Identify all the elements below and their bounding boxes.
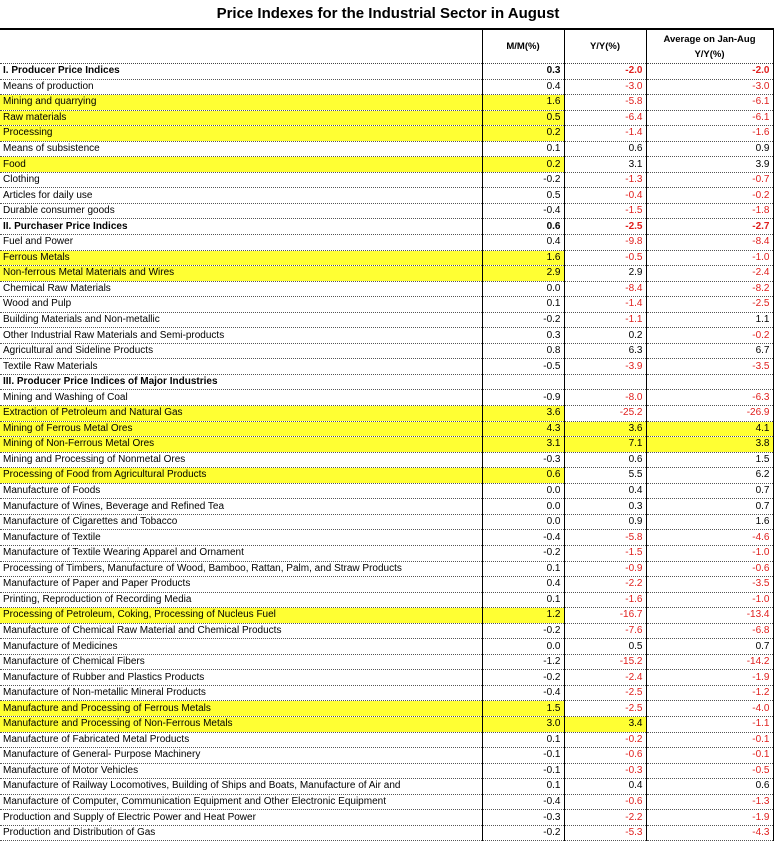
cell-mm: 0.1 bbox=[482, 297, 564, 313]
cell-mm: 0.1 bbox=[482, 561, 564, 577]
row-label: Processing of Food from Agricultural Products bbox=[0, 468, 482, 484]
cell-average: -26.9 bbox=[646, 406, 773, 422]
cell-yy: -2.2 bbox=[564, 810, 646, 826]
cell-average: -14.2 bbox=[646, 654, 773, 670]
cell-mm: 0.1 bbox=[482, 141, 564, 157]
cell-mm: 3.6 bbox=[482, 406, 564, 422]
row-label: Fuel and Power bbox=[0, 235, 482, 251]
row-label: Other Industrial Raw Materials and Semi-products bbox=[0, 328, 482, 344]
cell-yy: 0.3 bbox=[564, 499, 646, 515]
cell-mm bbox=[482, 374, 564, 390]
row-label: Manufacture of General- Purpose Machinery bbox=[0, 748, 482, 764]
table-row bbox=[0, 608, 773, 624]
cell-mm: 0.1 bbox=[482, 732, 564, 748]
cell-yy: -3.0 bbox=[564, 79, 646, 95]
row-label: Manufacture and Processing of Non-Ferrous Metals bbox=[0, 716, 482, 732]
cell-average: -2.7 bbox=[646, 219, 773, 235]
row-label: Manufacture of Computer, Communication Equipment and Other Electronic Equipment bbox=[0, 794, 482, 810]
table-row bbox=[0, 748, 773, 764]
table-row bbox=[0, 794, 773, 810]
cell-yy: -5.3 bbox=[564, 825, 646, 841]
table-row bbox=[0, 126, 773, 142]
cell-mm: 0.0 bbox=[482, 483, 564, 499]
row-label: Means of subsistence bbox=[0, 141, 482, 157]
cell-yy: -2.5 bbox=[564, 701, 646, 717]
cell-average: 6.7 bbox=[646, 343, 773, 359]
cell-mm: -0.5 bbox=[482, 359, 564, 375]
table-row bbox=[0, 763, 773, 779]
cell-mm: 0.8 bbox=[482, 343, 564, 359]
row-label: Food bbox=[0, 157, 482, 173]
table-row bbox=[0, 701, 773, 717]
cell-mm: -0.4 bbox=[482, 794, 564, 810]
cell-average: -6.1 bbox=[646, 110, 773, 126]
cell-yy: 0.9 bbox=[564, 514, 646, 530]
cell-mm: -0.3 bbox=[482, 810, 564, 826]
table-row bbox=[0, 374, 773, 390]
cell-average: 4.1 bbox=[646, 421, 773, 437]
row-label: Manufacture of Cigarettes and Tobacco bbox=[0, 514, 482, 530]
row-label: Raw materials bbox=[0, 110, 482, 126]
cell-mm: 0.3 bbox=[482, 328, 564, 344]
cell-yy: -2.0 bbox=[564, 64, 646, 80]
cell-average: -6.3 bbox=[646, 390, 773, 406]
cell-yy: -2.5 bbox=[564, 685, 646, 701]
table-row bbox=[0, 514, 773, 530]
cell-yy: -0.5 bbox=[564, 250, 646, 266]
cell-average: -3.5 bbox=[646, 577, 773, 593]
header-label-cell bbox=[0, 29, 482, 64]
cell-average: -0.6 bbox=[646, 561, 773, 577]
table-body bbox=[0, 64, 773, 841]
cell-mm: 3.0 bbox=[482, 716, 564, 732]
header-mm: M/M(%) bbox=[482, 29, 564, 64]
row-label: Mining and Washing of Coal bbox=[0, 390, 482, 406]
cell-average: -3.5 bbox=[646, 359, 773, 375]
cell-average: -0.5 bbox=[646, 763, 773, 779]
sheet-title: Price Indexes for the Industrial Sector in August bbox=[216, 5, 560, 22]
row-label: Mining of Ferrous Metal Ores bbox=[0, 421, 482, 437]
row-label: Agricultural and Sideline Products bbox=[0, 343, 482, 359]
table-row bbox=[0, 157, 773, 173]
row-label: Manufacture of Textile bbox=[0, 530, 482, 546]
cell-yy: -8.4 bbox=[564, 281, 646, 297]
header-average-line1: Average on Jan-Aug bbox=[663, 33, 756, 45]
cell-average: 0.7 bbox=[646, 639, 773, 655]
row-label: Manufacture of Rubber and Plastics Products bbox=[0, 670, 482, 686]
row-label: Processing bbox=[0, 126, 482, 142]
cell-average: -0.2 bbox=[646, 188, 773, 204]
cell-mm: 0.0 bbox=[482, 639, 564, 655]
cell-yy: 0.2 bbox=[564, 328, 646, 344]
row-label: Manufacture of Paper and Paper Products bbox=[0, 577, 482, 593]
row-label: Manufacture of Chemical Fibers bbox=[0, 654, 482, 670]
cell-mm: -0.2 bbox=[482, 545, 564, 561]
cell-mm: -0.2 bbox=[482, 623, 564, 639]
table-row bbox=[0, 141, 773, 157]
cell-yy bbox=[564, 374, 646, 390]
cell-yy: -0.3 bbox=[564, 763, 646, 779]
cell-mm: 1.5 bbox=[482, 701, 564, 717]
cell-mm: 0.4 bbox=[482, 235, 564, 251]
row-label: Manufacture of Textile Wearing Apparel and Ornament bbox=[0, 545, 482, 561]
cell-mm: -0.3 bbox=[482, 452, 564, 468]
cell-average: -6.1 bbox=[646, 95, 773, 111]
cell-yy: 6.3 bbox=[564, 343, 646, 359]
cell-yy: -5.8 bbox=[564, 530, 646, 546]
header-average-line2: Y/Y(%) bbox=[694, 48, 725, 60]
table-row bbox=[0, 577, 773, 593]
table-row bbox=[0, 779, 773, 795]
row-label: Manufacture of Foods bbox=[0, 483, 482, 499]
cell-mm: 0.5 bbox=[482, 188, 564, 204]
table-row bbox=[0, 64, 773, 80]
table-row bbox=[0, 810, 773, 826]
cell-average: 0.6 bbox=[646, 779, 773, 795]
header-yy: Y/Y(%) bbox=[564, 29, 646, 64]
cell-yy: -2.4 bbox=[564, 670, 646, 686]
cell-mm: 1.6 bbox=[482, 95, 564, 111]
table-row bbox=[0, 530, 773, 546]
cell-yy: 0.6 bbox=[564, 141, 646, 157]
cell-average: 6.2 bbox=[646, 468, 773, 484]
row-label: Manufacture of Fabricated Metal Products bbox=[0, 732, 482, 748]
cell-average: -1.1 bbox=[646, 716, 773, 732]
row-label: Mining of Non-Ferrous Metal Ores bbox=[0, 437, 482, 453]
cell-average: -1.3 bbox=[646, 794, 773, 810]
cell-average: -0.2 bbox=[646, 328, 773, 344]
cell-average: -4.0 bbox=[646, 701, 773, 717]
cell-yy: -1.6 bbox=[564, 592, 646, 608]
cell-mm: 0.0 bbox=[482, 514, 564, 530]
row-label: Clothing bbox=[0, 172, 482, 188]
table-row bbox=[0, 281, 773, 297]
cell-average: -0.7 bbox=[646, 172, 773, 188]
table-header-row bbox=[0, 29, 773, 64]
cell-average: -1.9 bbox=[646, 810, 773, 826]
cell-yy: -9.8 bbox=[564, 235, 646, 251]
cell-yy: -0.2 bbox=[564, 732, 646, 748]
cell-mm: 0.5 bbox=[482, 110, 564, 126]
cell-yy: 5.5 bbox=[564, 468, 646, 484]
cell-average: -4.6 bbox=[646, 530, 773, 546]
table-row bbox=[0, 312, 773, 328]
table-row bbox=[0, 328, 773, 344]
cell-mm: -0.2 bbox=[482, 172, 564, 188]
table-row bbox=[0, 654, 773, 670]
row-label: Wood and Pulp bbox=[0, 297, 482, 313]
table-row bbox=[0, 639, 773, 655]
cell-mm: 1.6 bbox=[482, 250, 564, 266]
table-row bbox=[0, 203, 773, 219]
cell-average: -1.0 bbox=[646, 592, 773, 608]
table-row bbox=[0, 343, 773, 359]
cell-mm: 0.0 bbox=[482, 281, 564, 297]
cell-mm: -0.4 bbox=[482, 530, 564, 546]
cell-average: -8.2 bbox=[646, 281, 773, 297]
cell-mm: 0.6 bbox=[482, 468, 564, 484]
cell-mm: 0.4 bbox=[482, 79, 564, 95]
row-label: Mining and quarrying bbox=[0, 95, 482, 111]
cell-average: -13.4 bbox=[646, 608, 773, 624]
table-row bbox=[0, 95, 773, 111]
table-row bbox=[0, 188, 773, 204]
row-label: III. Producer Price Indices of Major Industries bbox=[0, 374, 482, 390]
cell-yy: -0.6 bbox=[564, 748, 646, 764]
cell-yy: 3.1 bbox=[564, 157, 646, 173]
cell-mm: -0.9 bbox=[482, 390, 564, 406]
row-label: Manufacture of Non-metallic Mineral Products bbox=[0, 685, 482, 701]
cell-yy: 3.6 bbox=[564, 421, 646, 437]
cell-yy: -7.6 bbox=[564, 623, 646, 639]
table-row bbox=[0, 452, 773, 468]
cell-yy: 0.6 bbox=[564, 452, 646, 468]
table-row bbox=[0, 732, 773, 748]
cell-yy: -1.4 bbox=[564, 297, 646, 313]
row-label: Chemical Raw Materials bbox=[0, 281, 482, 297]
cell-average: 1.5 bbox=[646, 452, 773, 468]
cell-average: -6.8 bbox=[646, 623, 773, 639]
cell-yy: -2.5 bbox=[564, 219, 646, 235]
cell-yy: -0.4 bbox=[564, 188, 646, 204]
cell-yy: -16.7 bbox=[564, 608, 646, 624]
cell-yy: -1.1 bbox=[564, 312, 646, 328]
cell-average: -2.5 bbox=[646, 297, 773, 313]
table-row bbox=[0, 79, 773, 95]
cell-average: 1.6 bbox=[646, 514, 773, 530]
cell-yy: -0.6 bbox=[564, 794, 646, 810]
cell-mm: 4.3 bbox=[482, 421, 564, 437]
cell-average: -0.1 bbox=[646, 748, 773, 764]
cell-yy: 7.1 bbox=[564, 437, 646, 453]
cell-yy: -3.9 bbox=[564, 359, 646, 375]
cell-yy: -1.3 bbox=[564, 172, 646, 188]
cell-mm: 0.4 bbox=[482, 577, 564, 593]
cell-average: -3.0 bbox=[646, 79, 773, 95]
cell-average: -1.0 bbox=[646, 250, 773, 266]
row-label: Production and Distribution of Gas bbox=[0, 825, 482, 841]
cell-average: -1.2 bbox=[646, 685, 773, 701]
table-row bbox=[0, 390, 773, 406]
cell-mm: -1.2 bbox=[482, 654, 564, 670]
table-row bbox=[0, 266, 773, 282]
table-row bbox=[0, 359, 773, 375]
row-label: Processing of Timbers, Manufacture of Wood, Bamboo, Rattan, Palm, and Straw Products bbox=[0, 561, 482, 577]
row-label: II. Purchaser Price Indices bbox=[0, 219, 482, 235]
cell-average: -1.9 bbox=[646, 670, 773, 686]
table-row bbox=[0, 545, 773, 561]
cell-mm: 0.2 bbox=[482, 126, 564, 142]
cell-average: -1.0 bbox=[646, 545, 773, 561]
row-label: Non-ferrous Metal Materials and Wires bbox=[0, 266, 482, 282]
table-row bbox=[0, 483, 773, 499]
table-row bbox=[0, 685, 773, 701]
cell-mm: 0.0 bbox=[482, 499, 564, 515]
cell-yy: 3.4 bbox=[564, 716, 646, 732]
row-label: Manufacture of Chemical Raw Material and Chemical Products bbox=[0, 623, 482, 639]
price-index-table bbox=[0, 28, 774, 841]
cell-average: 0.7 bbox=[646, 483, 773, 499]
table-row bbox=[0, 825, 773, 841]
row-label: Building Materials and Non-metallic bbox=[0, 312, 482, 328]
cell-yy: -5.8 bbox=[564, 95, 646, 111]
row-label: Means of production bbox=[0, 79, 482, 95]
table-row bbox=[0, 297, 773, 313]
cell-average: -1.8 bbox=[646, 203, 773, 219]
cell-average: -4.3 bbox=[646, 825, 773, 841]
row-label: Manufacture of Railway Locomotives, Building of Ships and Boats, Manufacture of Air and bbox=[0, 779, 482, 795]
cell-yy: 0.4 bbox=[564, 779, 646, 795]
cell-mm: 0.3 bbox=[482, 64, 564, 80]
cell-average: 3.9 bbox=[646, 157, 773, 173]
cell-yy: -15.2 bbox=[564, 654, 646, 670]
table-row bbox=[0, 623, 773, 639]
cell-mm: -0.2 bbox=[482, 312, 564, 328]
row-label: Extraction of Petroleum and Natural Gas bbox=[0, 406, 482, 422]
row-label: Production and Supply of Electric Power and Heat Power bbox=[0, 810, 482, 826]
table-row bbox=[0, 421, 773, 437]
cell-mm: 1.2 bbox=[482, 608, 564, 624]
cell-mm: 2.9 bbox=[482, 266, 564, 282]
cell-mm: 0.2 bbox=[482, 157, 564, 173]
cell-yy: -1.5 bbox=[564, 203, 646, 219]
table-row bbox=[0, 716, 773, 732]
cell-average: -0.1 bbox=[646, 732, 773, 748]
cell-yy: -1.5 bbox=[564, 545, 646, 561]
table-row bbox=[0, 592, 773, 608]
table-row bbox=[0, 561, 773, 577]
row-label: Processing of Petroleum, Coking, Processing of Nucleus Fuel bbox=[0, 608, 482, 624]
header-average bbox=[646, 29, 773, 64]
cell-average: 1.1 bbox=[646, 312, 773, 328]
cell-average: -1.6 bbox=[646, 126, 773, 142]
cell-yy: 0.5 bbox=[564, 639, 646, 655]
row-label: Manufacture and Processing of Ferrous Metals bbox=[0, 701, 482, 717]
table-row bbox=[0, 437, 773, 453]
cell-mm: -0.2 bbox=[482, 825, 564, 841]
cell-mm: -0.2 bbox=[482, 670, 564, 686]
cell-yy: 0.4 bbox=[564, 483, 646, 499]
cell-average: 0.9 bbox=[646, 141, 773, 157]
row-label: Manufacture of Motor Vehicles bbox=[0, 763, 482, 779]
table-row bbox=[0, 172, 773, 188]
table-row bbox=[0, 468, 773, 484]
cell-mm: -0.1 bbox=[482, 763, 564, 779]
cell-mm: 3.1 bbox=[482, 437, 564, 453]
cell-mm: 0.1 bbox=[482, 592, 564, 608]
table-row bbox=[0, 235, 773, 251]
cell-yy: 2.9 bbox=[564, 266, 646, 282]
cell-mm: -0.4 bbox=[482, 685, 564, 701]
row-label: Manufacture of Wines, Beverage and Refined Tea bbox=[0, 499, 482, 515]
table-row bbox=[0, 670, 773, 686]
cell-yy: -1.4 bbox=[564, 126, 646, 142]
cell-mm: -0.1 bbox=[482, 748, 564, 764]
cell-average: -2.4 bbox=[646, 266, 773, 282]
cell-yy: -25.2 bbox=[564, 406, 646, 422]
row-label: Textile Raw Materials bbox=[0, 359, 482, 375]
row-label: Articles for daily use bbox=[0, 188, 482, 204]
row-label: I. Producer Price Indices bbox=[0, 64, 482, 80]
row-label: Printing, Reproduction of Recording Media bbox=[0, 592, 482, 608]
cell-yy: -0.9 bbox=[564, 561, 646, 577]
cell-mm: 0.1 bbox=[482, 779, 564, 795]
cell-average bbox=[646, 374, 773, 390]
cell-yy: -2.2 bbox=[564, 577, 646, 593]
row-label: Durable consumer goods bbox=[0, 203, 482, 219]
cell-yy: -6.4 bbox=[564, 110, 646, 126]
cell-mm: -0.4 bbox=[482, 203, 564, 219]
cell-average: 3.8 bbox=[646, 437, 773, 453]
table-row bbox=[0, 250, 773, 266]
table-row bbox=[0, 110, 773, 126]
cell-mm: 0.6 bbox=[482, 219, 564, 235]
row-label: Ferrous Metals bbox=[0, 250, 482, 266]
row-label: Manufacture of Medicines bbox=[0, 639, 482, 655]
cell-yy: -8.0 bbox=[564, 390, 646, 406]
table-row bbox=[0, 406, 773, 422]
cell-average: -8.4 bbox=[646, 235, 773, 251]
cell-average: 0.7 bbox=[646, 499, 773, 515]
table-row bbox=[0, 219, 773, 235]
table-row bbox=[0, 499, 773, 515]
row-label: Mining and Processing of Nonmetal Ores bbox=[0, 452, 482, 468]
cell-average: -2.0 bbox=[646, 64, 773, 80]
